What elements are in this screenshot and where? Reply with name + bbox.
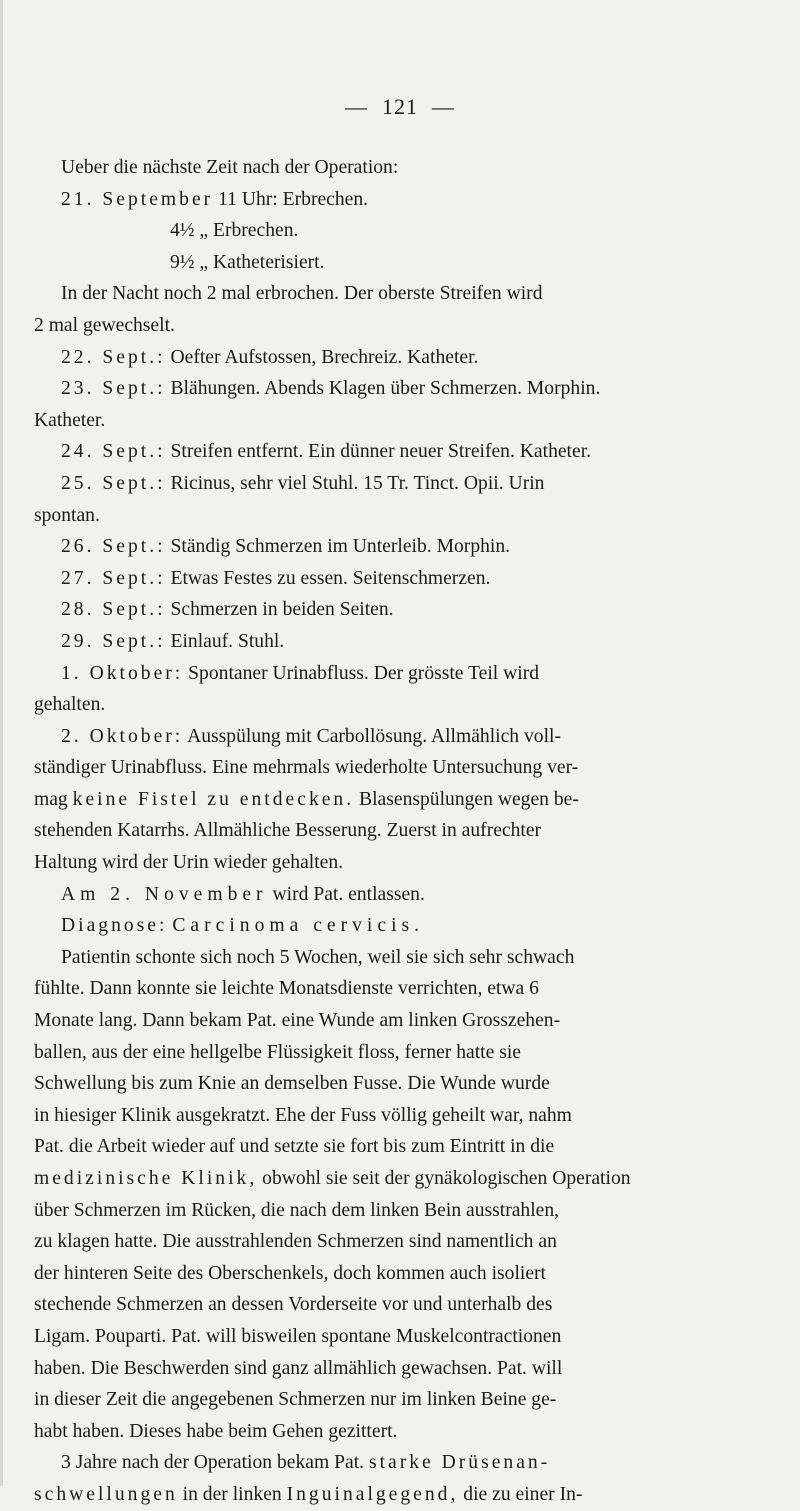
diagnosis-text: Carcinoma cervicis. [172, 915, 425, 937]
text-line: in dieser Zeit die angegebenen Schmerzen nur im linken Beine ge- [34, 1389, 557, 1411]
text-line: haben. Die Beschwerden sind ganz allmählich gewachsen. Pat. will [34, 1357, 563, 1379]
text-line: Ueber die nächste Zeit nach der Operation: [61, 157, 399, 178]
text-line [34, 184, 762, 216]
text-fragment: die zu einer In- [463, 1483, 583, 1505]
entry-text: Oefter Aufstossen, Brechreiz. Katheter. [170, 346, 479, 368]
date-label: 21. September [61, 188, 214, 210]
text-line: stehenden Katarrhs. Allmähliche Besserung. Zuerst in aufrechter [34, 820, 542, 842]
header-dash-right: — [432, 94, 455, 119]
text-line [34, 278, 762, 310]
date-label: 25. Sept.: [61, 472, 166, 494]
text-line: 9½ „ Katheterisiert. [170, 251, 325, 273]
text-line: der hinteren Seite des Oberschenkels, doch kommen auch isoliert [34, 1262, 547, 1284]
date-label: 23. Sept.: [61, 378, 166, 400]
text-line: 2 mal gewechselt. [34, 314, 175, 336]
entry-text: Einlauf. Stuhl. [170, 630, 285, 652]
text-fragment: wird Pat. entlassen. [272, 883, 425, 905]
text-line [34, 784, 762, 816]
text-line [34, 1447, 762, 1479]
entry-text: Blähungen. Abends Klagen über Schmerzen. Morphin. [170, 378, 601, 400]
entry-text: 11 Uhr: Erbrechen. [218, 188, 369, 210]
text-line [34, 721, 762, 753]
text-line: Ligam. Pouparti. Pat. will bisweilen spontane Muskelcontractionen [34, 1325, 562, 1347]
text-line: spontan. [34, 504, 100, 526]
text-line [34, 468, 762, 500]
text-line [34, 658, 762, 690]
text-fragment: mag [34, 788, 68, 810]
text-line: Schwellung bis zum Knie an demselben Fusse. Die Wunde wurde [34, 1073, 550, 1095]
date-label: 2. Oktober: [61, 725, 184, 747]
date-label: 28. Sept.: [61, 599, 166, 621]
text-justified: In der Nacht noch 2 mal erbrochen. Der oberste Streifen wird [61, 283, 543, 305]
date-label: 24. Sept.: [61, 441, 166, 463]
header-dash-left: — [345, 94, 368, 119]
text-line [34, 594, 762, 626]
text-line: Katheter. [34, 409, 106, 431]
text-line: Pat. die Arbeit wieder auf und setzte sie fort bis zum Eintritt in die [34, 1136, 555, 1158]
text-line: ständiger Urinabfluss. Eine mehrmals wiederholte Untersuchung ver- [34, 757, 579, 779]
date-label: 29. Sept.: [61, 630, 166, 652]
page-edge [0, 0, 3, 1486]
emphasis-text: starke Drüsenan- [368, 1452, 551, 1474]
text-line: Monate lang. Dann bekam Pat. eine Wunde am linken Grosszehen- [34, 1010, 561, 1032]
text-line [34, 626, 762, 658]
text-line: Haltung wird der Urin wieder gehalten. [34, 852, 344, 874]
date-label: 26. Sept.: [61, 536, 166, 558]
text-line: 4½ „ Erbrechen. [170, 220, 299, 242]
entry-text: Ricinus, sehr viel Stuhl. 15 Tr. Tinct. Opii. Urin [170, 472, 545, 494]
text-line: zu klagen hatte. Die ausstrahlenden Schmerzen sind namentlich an [34, 1231, 557, 1253]
text-line [34, 1479, 762, 1511]
text-line: Patientin schonte sich noch 5 Wochen, weil sie sich sehr schwach [61, 946, 575, 968]
text-line [34, 373, 762, 405]
text-line [34, 879, 762, 911]
page-body [34, 152, 762, 1511]
emphasis-text: Diagnose: [61, 915, 168, 937]
emphasis-text: schwellungen [34, 1483, 178, 1505]
text-line [34, 563, 762, 595]
text-line: fühlte. Dann konnte sie leichte Monatsdienste verrichten, etwa 6 [34, 978, 539, 1000]
text-line: stechende Schmerzen an dessen Vorderseite vor und unterhalb des [34, 1294, 553, 1316]
text-fragment: 3 Jahre nach der Operation bekam Pat. [61, 1452, 365, 1474]
entry-text: Streifen entfernt. Ein dünner neuer Streifen. Katheter. [170, 441, 592, 463]
date-label: 27. Sept.: [61, 567, 166, 589]
emphasis-text: keine Fistel zu entdecken. [72, 788, 355, 810]
text-line [34, 910, 762, 942]
emphasis-text: Am 2. November [61, 883, 268, 905]
page-number: 121 [382, 94, 418, 119]
text-fragment: in der linken [182, 1483, 282, 1505]
entry-text: Ausspülung mit Carbollösung. Allmählich voll- [187, 725, 561, 747]
text-line: in hiesiger Klinik ausgekratzt. Ehe der Fuss völlig geheilt war, nahm [34, 1104, 572, 1126]
emphasis-text: medizinische Klinik, [34, 1168, 258, 1189]
text-line: habt haben. Dieses habe beim Gehen gezittert. [34, 1420, 398, 1442]
text-line [34, 531, 762, 563]
entry-text: Etwas Festes zu essen. Seitenschmerzen. [170, 567, 491, 589]
date-label: 1. Oktober: [61, 662, 184, 684]
entry-text: Schmerzen in beiden Seiten. [170, 599, 394, 621]
text-line: über Schmerzen im Rücken, die nach dem linken Bein ausstrahlen, [34, 1199, 560, 1221]
page-header [0, 94, 800, 120]
text-line [34, 342, 762, 374]
text-fragment: Blasenspülungen wegen be- [359, 788, 579, 810]
text-line: gehalten. [34, 694, 106, 716]
entry-text: Spontaner Urinabfluss. Der grösste Teil wird [188, 662, 540, 684]
date-label: 22. Sept.: [61, 346, 166, 368]
entry-text: Ständig Schmerzen im Unterleib. Morphin. [170, 536, 511, 558]
text-fragment: obwohl sie seit der gynäkologischen Operation [262, 1168, 631, 1189]
text-line: ballen, aus der eine hellgelbe Flüssigkeit floss, ferner hatte sie [34, 1041, 521, 1063]
text-line [34, 1163, 762, 1195]
emphasis-text: Inguinalgegend, [286, 1483, 459, 1505]
text-line [34, 436, 762, 468]
